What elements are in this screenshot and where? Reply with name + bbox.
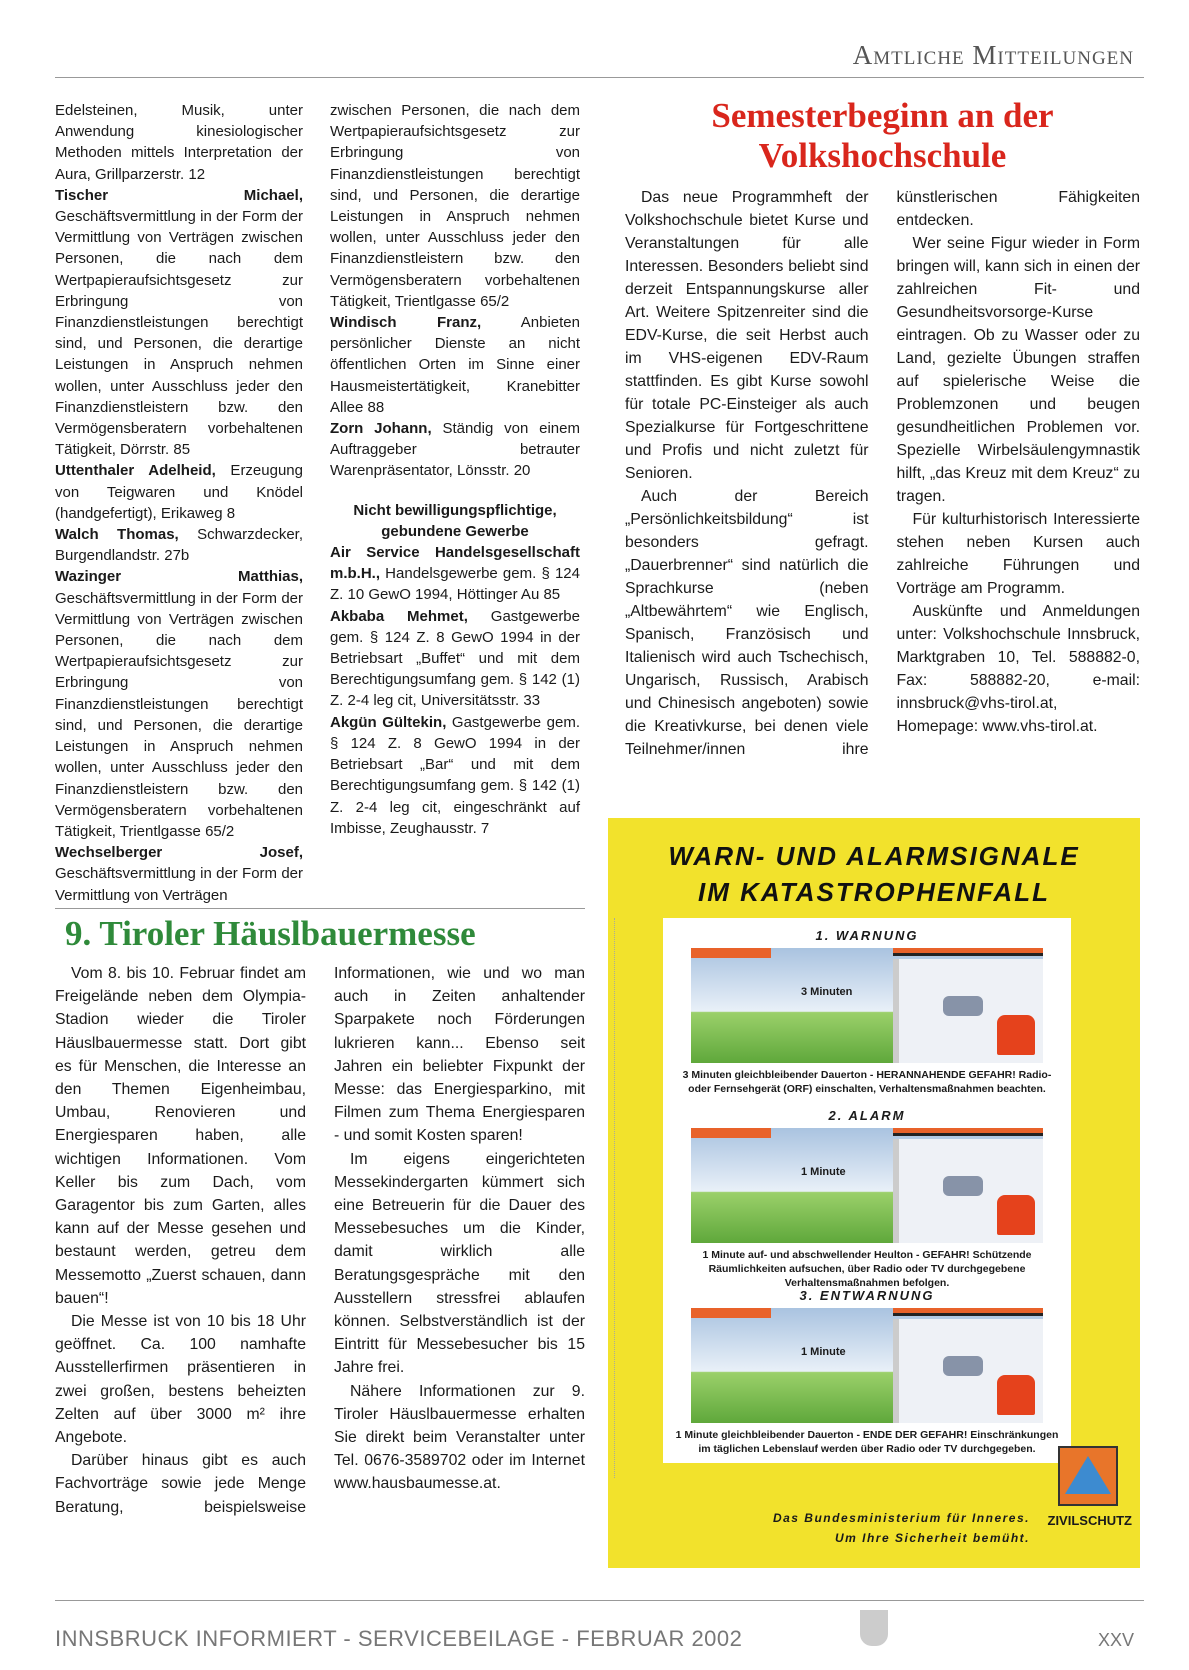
stage-duration: 3 Minuten bbox=[801, 986, 853, 998]
zivilschutz-logo-text: ZIVILSCHUTZ bbox=[1047, 1513, 1132, 1528]
stage-title: 3. ENTWARNUNG bbox=[799, 1288, 935, 1303]
stage-caption: 1 Minute gleichbleibender Dauerton - ENDE DER GEFAHR! Einschränkungen im täglichen Lebenslauf werden über Radio oder TV durchgegeben. bbox=[675, 1429, 1059, 1455]
paragraph: Wer seine Figur wieder in Form bringen will, kann sich in einen der zahlreichen Fit- und Gesundheitsvorsorge-Kurse eintragen. Ob zu Wasser oder zu Land, gezielte Übungen straffen auf spielerische Weise die Problemzonen und beugen gesundheitlichen Problemen vor. Spezielle Wirbelsäulengymnastik hilft, „das Kreuz mit dem Kreuz“ zu tragen. bbox=[896, 235, 1140, 505]
article-divider bbox=[55, 908, 585, 909]
vhs-headline: Semesterbeginn an der Volkshochschule bbox=[711, 96, 1054, 175]
register-entry bbox=[55, 566, 303, 842]
armchair-icon bbox=[997, 1375, 1035, 1415]
poster-title-line-2: IM KATASTROPHENFALL bbox=[698, 877, 1050, 907]
entry-text: Erzeugung von Teigwaren und Knödel (handgefertigt), Erikaweg 8 bbox=[55, 462, 303, 522]
entry-name: Air Service Handelsgesellschaft m.b.H., bbox=[330, 544, 580, 583]
register-entry bbox=[55, 185, 303, 461]
roof-left bbox=[691, 1128, 771, 1138]
paragraph: Das neue Programmheft der Volkshochschule bietet Kurse und Veranstaltungen für alle Interessen. Besonders beliebt sind derzeit Entspannungskurse aller Art. Weitere Spitzenreiter sind die EDV-Kurse, die seit Herbst auch im VHS-eigenen EDV-Raum stattfinden. Es gibt Kurse sowohl für totale PC-Einsteiger als auch Spezialkurse für Fortgeschrittene und Profis und nicht zuletzt für Senioren. bbox=[625, 189, 869, 482]
paragraph: Für kulturhistorisch Interessierte stehen neben Kursen auch zahlreiche Führungen und Vorträge am Programm. bbox=[896, 511, 1140, 597]
stage-title: 2. ALARM bbox=[828, 1108, 906, 1123]
radio-icon bbox=[943, 996, 983, 1016]
paragraph: Auskünfte und Anmeldungen unter: Volkshochschule Innsbruck, Marktgraben 10, Tel. 588882-0, Fax: 588882-20, e-mail: innsbruck@vhs-tirol.at, Homepage: www.vhs-tirol.at. bbox=[896, 603, 1140, 735]
stage-illustration bbox=[691, 948, 1043, 1063]
zivilschutz-triangle-icon bbox=[1058, 1446, 1118, 1506]
stage-duration: 1 Minute bbox=[801, 1346, 846, 1358]
poster-imprint bbox=[614, 918, 622, 1478]
entry-text: Geschäftsvermittlung in der Form der Vermittlung von Verträgen bbox=[55, 865, 303, 904]
slogan-line-2: Um Ihre Sicherheit bemüht. bbox=[834, 1531, 1030, 1545]
stage-title: 1. WARNUNG bbox=[815, 928, 919, 943]
poster-title bbox=[608, 838, 1140, 910]
section-header: Amtliche Mitteilungen bbox=[852, 40, 1134, 70]
page-number: XXV bbox=[1097, 1630, 1134, 1650]
register-column-1 bbox=[55, 100, 303, 906]
entry-text: Edelsteinen, Musik, unter Anwendung kinesiologischer Methoden mittels Interpretation der Aura, Grillparzerstr. 12 bbox=[55, 102, 303, 183]
register-entry bbox=[55, 842, 303, 906]
entry-text: Geschäftsvermittlung in der Form der Vermittlung von Verträgen zwischen Personen, die nach dem Wertpapieraufsichtsgesetz zur Erbringung von Finanzdienstleistungen berechtigt sind, und Personen, die derartige Leistungen in Anspruch nehmen wollen, unter Ausschluss jeder den Finanzdienstleistern bzw. den Vermögensberatern vorbehaltenen Tätigkeit, Dörrstr. 85 bbox=[55, 208, 303, 459]
paragraph: Vom 8. bis 10. Februar findet am Freigelände neben dem Olympia-Stadion wieder die Tiroler Häuslbauermesse statt. Dort gibt es für Menschen, die Interesse an den Themen Eigenheimbau, Umbau, Renovieren und Energiesparen haben, alle wichtigen Informationen. Vom Keller bis zum Dach, vom Garagentor bis zum Garten, alles kann auf der Messe gesehen und bestaunt werden, getreu dem Messemotto „Zuerst schauen, dann bauen“! bbox=[55, 965, 306, 1307]
paragraph: Die Messe ist von 10 bis 18 Uhr geöffnet. Ca. 100 namhafte Ausstellerfirmen präsentieren in zwei großen, bestens beheizten Zelten auf über 3000 m² ihre Angebote. bbox=[55, 1313, 306, 1447]
roof-left bbox=[691, 948, 771, 958]
register-entry bbox=[330, 418, 580, 482]
roof-right bbox=[893, 948, 1043, 956]
warning-poster bbox=[608, 818, 1140, 1568]
entry-name: Wazinger Matthias, bbox=[55, 568, 303, 586]
stage-caption: 1 Minute auf- und abschwellender Heulton - GEFAHR! Schützende Räumlichkeiten aufsuchen, über Radio oder TV durchgegebene Verhaltensmaßnahmen befolgen. bbox=[702, 1249, 1032, 1289]
entry-name: Windisch Franz, bbox=[330, 314, 482, 332]
paragraph: Auch der Bereich „Persönlichkeitsbildung“ ist besonders gefragt. „Dauerbrenner“ sind natürlich die Sprachkurse (neben „Altbewährtem“ wie Englisch, Spanisch, Französisch und Italienisch wird auch Tschechisch, Ungarisch, Russisch, Arabisch und Chinesisch angeboten) sowie die Kreativkurse, bei denen viele Teilnehmer/innen ihre künstlerischen Fähigkeiten entdecken. bbox=[625, 189, 1140, 758]
subheading: Nicht bewilligungspflichtige, gebundene Gewerbe bbox=[353, 501, 557, 540]
entry-name: Zorn Johann, bbox=[330, 420, 432, 438]
entry-text: Anbieten persönlicher Dienste an nicht öffentlichen Orten im Sinne einer Hausmeistertätigkeit, Kranebitter Allee 88 bbox=[330, 314, 580, 416]
entry-text: zwischen Personen, die nach dem Wertpapieraufsichtsgesetz zur Erbringung von Finanzdienstleistungen berechtigt sind, und Personen, die derartige Leistungen in Anspruch nehmen wollen, unter Ausschluss jeder den Finanzdienstleistern bzw. den Vermögensberatern vorbehaltenen Tätigkeit, Trientlgasse 65/2 bbox=[330, 102, 580, 310]
register-entry bbox=[330, 100, 580, 312]
paragraph: Darüber hinaus gibt es auch Fachvorträge sowie jede Menge Beratung, beispielsweise Informationen, wie und wo man auch in Zeiten anhaltender Sparpakete noch Förderungen lukrieren kann... Ebenso seit Jahren ein beliebter Fixpunkt der Messe: das Energiesparkino, mit Filmen zum Thema Energiesparen - und somit Kosten sparen! bbox=[55, 965, 585, 1516]
paragraph: Nähere Informationen zur 9. Tiroler Häuslbauermesse erhalten Sie direkt beim Veranstalter unter Tel. 0676-3589702 oder im Internet www.hausbaumesse.at. bbox=[334, 1382, 585, 1493]
radio-icon bbox=[943, 1356, 983, 1376]
vhs-article bbox=[625, 186, 1140, 761]
entry-name: Wechselberger Josef, bbox=[55, 844, 303, 862]
entry-name: Akgün Gültekin, bbox=[330, 713, 447, 731]
entry-name: Tischer Michael, bbox=[55, 186, 303, 204]
register-entry bbox=[330, 542, 580, 606]
armchair-icon bbox=[997, 1195, 1035, 1235]
entry-text: Gastgewerbe gem. § 124 Z. 8 GewO 1994 in der Betriebsart „Buffet“ und mit dem Berechtigungsumfang gem. § 142 (1) Z. 2-4 leg cit, Universitätsstr. 33 bbox=[330, 607, 580, 710]
paragraph: Im eigens eingerichteten Messekindergarten kümmert sich eine Betreuerin für die Dauer des Messebesuches um die Kinder, damit wirklich alle Beratungsgespräche mit den Ausstellern stressfrei ablaufen können. Selbstverständlich ist der Eintritt für Messebesucher bis 15 Jahre frei. bbox=[334, 1150, 585, 1377]
poster-title-line-1: WARN- UND ALARMSIGNALE bbox=[668, 841, 1080, 871]
register-entry bbox=[55, 460, 303, 524]
radio-icon bbox=[943, 1176, 983, 1196]
poster-stages bbox=[663, 918, 1071, 1463]
entry-text: Gastgewerbe gem. § 124 Z. 8 GewO 1994 in der Betriebsart „Bar“ und mit dem Berechtigungsumfang gem. § 142 (1) Z. 2-4 leg cit, eingeschränkt auf Imbisse, Zeughausstr. 7 bbox=[330, 713, 580, 837]
city-crest-icon bbox=[860, 1610, 888, 1646]
roof-left bbox=[691, 1308, 771, 1318]
stage-duration: 1 Minute bbox=[801, 1166, 846, 1178]
stage-illustration bbox=[691, 1308, 1043, 1423]
entry-text: Geschäftsvermittlung in der Form der Vermittlung von Verträgen zwischen Personen, die nach dem Wertpapieraufsichtsgesetz zur Erbringung von Finanzdienstleistungen berechtigt sind, und Personen, die derartige Leistungen in Anspruch nehmen wollen, unter Ausschluss jeder den Finanzdienstleistern bzw. den Vermögensberatern vorbehaltenen Tätigkeit, Trientlgasse 65/2 bbox=[55, 589, 303, 840]
stage-illustration bbox=[691, 1128, 1043, 1243]
armchair-icon bbox=[997, 1015, 1035, 1055]
footer-rule bbox=[55, 1600, 1144, 1601]
messe-article bbox=[55, 962, 585, 1519]
poster-slogan bbox=[773, 1508, 1030, 1548]
footer-text: INNSBRUCK INFORMIERT - SERVICEBEILAGE - FEBRUAR 2002 bbox=[55, 1626, 743, 1651]
messe-headline: 9. Tiroler Häuslbauermesse bbox=[65, 914, 476, 953]
stage-caption: 3 Minuten gleichbleibender Dauerton - HERANNAHENDE GEFAHR! Radio- oder Fernsehgerät (ORF) einschalten, Verhaltensmaßnahmen beachten. bbox=[682, 1069, 1052, 1095]
register-entry bbox=[55, 100, 303, 185]
entry-text: Ständig von einem Auftraggeber betrauter Warenpräsentator, Lönsstr. 20 bbox=[330, 420, 580, 480]
register-entry bbox=[55, 524, 303, 566]
register-column-2 bbox=[330, 100, 580, 839]
entry-name: Walch Thomas, bbox=[55, 526, 179, 544]
roof-right bbox=[893, 1128, 1043, 1136]
entry-text: Handelsgewerbe gem. § 124 Z. 10 GewO 1994, Höttinger Au 85 bbox=[330, 565, 580, 604]
entry-text: Schwarzdecker, Burgendlandstr. 27b bbox=[55, 526, 303, 565]
register-entry bbox=[330, 606, 580, 712]
header-rule bbox=[55, 77, 1144, 78]
register-entry bbox=[330, 712, 580, 839]
entry-name: Akbaba Mehmet, bbox=[330, 607, 468, 625]
entry-name: Uttenthaler Adelheid, bbox=[55, 462, 216, 480]
slogan-line-1: Das Bundesministerium für Inneres. bbox=[772, 1511, 1030, 1525]
register-entry bbox=[330, 312, 580, 418]
roof-right bbox=[893, 1308, 1043, 1316]
